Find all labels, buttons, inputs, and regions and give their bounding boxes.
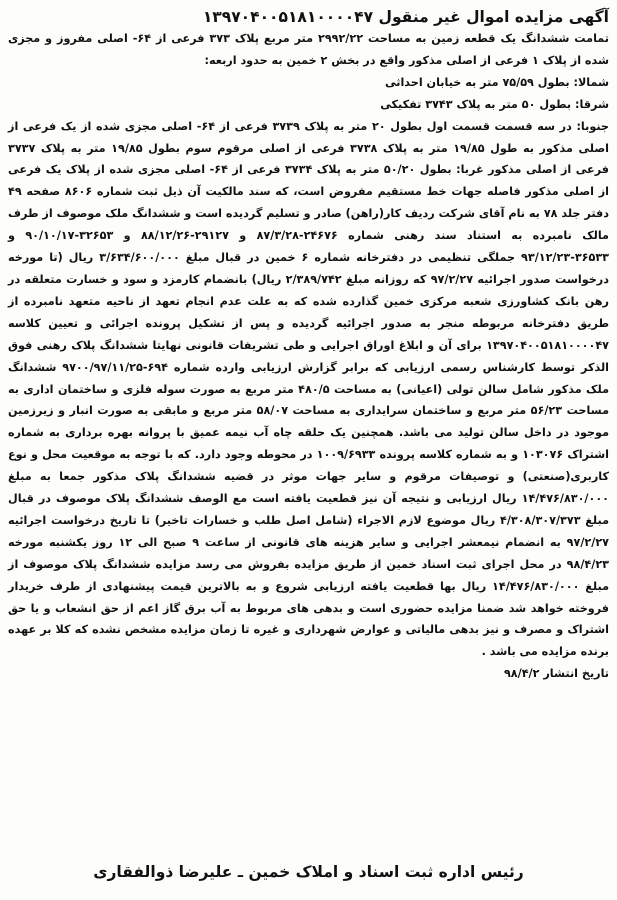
boundary-east: شرقا: بطول ۵۰ متر به پلاک ۳۷۴۳ تفکیکی [380,97,609,111]
signature: رئیس اداره ثبت اسناد و املاک خمین ـ علیرضا ذوالفقاری [93,863,524,881]
boundary-north: شمالا: بطول ۷۵/۵۹ متر به خیابان احداثی [384,75,609,89]
notice-intro: تمامت ششدانگ یک قطعه زمین به مساحت ۲۹۹۲/۲۲ متر مربع پلاک ۳۷۳ فرعی از ۶۴- اصلی مفروز و مجزی شده از پلاک ۱ فرعی از اصلی مذکور واقع در بخش ۲ خمین به حدود اربعه: [8,32,609,67]
publish-date: تاریخ انتشار ۹۸/۴/۲ [503,667,609,681]
notice-title: آگهی مزایده اموال غیر منقول ۱۳۹۷۰۴۰۰۵۱۸۱۰۰۰۰۴۷ [202,8,609,26]
notice-body [8,28,609,663]
notice-main-text: جنوبا: در سه قسمت قسمت اول بطول ۲۰ متر به پلاک ۳۷۳۹ فرعی از ۶۴- اصلی مجزی شده از یک فرعی از اصلی مذکور به طول ۱۹/۸۵ متر به پلاک ۳۷۳۸ فرعی از اصلی مرقوم سوم بطول ۱۹/۸۵ متر به پلاک ۳۷۳۷ فرعی از اصلی مذکور غربا: بطول ۵۰/۲۰ متر به پلاک ۳۷۳۴ فرعی از ۶۴- اصلی مجزی شده از پلاک یک فرعی از اصلی مذکور فاصله جهات خط مستقیم مفروض است، که سند مالکیت آن ذیل ثبت شماره ۸۶۰۶ صفحه ۴۹ دفتر جلد ۷۸ به نام آقای شرکت ردیف کار(راهن) صادر و تسلیم گردیده است و ششدانگ ملک موصوف از طرف مالک نامبرده به استناد سند رهنی شماره ۲۴۶۷۶-۸۷/۳/۲۸ و ۲۹۱۲۷-۸۸/۱۲/۲۶ و ۳۲۶۵۳-۹۰/۱۰/۱۷ و ۳۶۵۳۳-۹۳/۱۲/۲۳ جملگی تنظیمی در دفترخانه شماره ۶ خمین در قبال مبلغ ۳/۶۳۴/۶۰۰/۰۰۰ ریال (تا مورخه درخواست صدور اجرائیه ۹۷/۲/۲۷ که روزانه مبلغ ۲/۳۸۹/۷۴۲ ریال) بانضمام کارمزد و سود و خسارت متعلقه در رهن بانک کشاورزی شعبه مرکزی خمین گذارده شده که به علت عدم انجام تعهد از ناحیه متعهد نامبرده از طریق دفترخانه مربوطه منجر به صدور اجرائیه گردیده و پس از تشکیل پرونده اجرائی و تعیین کلاسه ۱۳۹۷۰۴۰۰۵۱۸۱۰۰۰۰۴۷ برای آن و ابلاغ اوراق اجرایی و طی تشریفات قانونی نهایتا ششدانگ پلاک رهنی فوق الذکر توسط کارشناس رسمی ارزیابی که برابر گزارش ارزیابی وارده شماره ۶۹۴-۹۷۰۰/۹۷/۱۱/۲۵ ششدانگ ملک مذکور شامل سالن تولی (اعیانی) به مساحت ۴۸۰/۵ متر مربع به صورت سوله فلزی و ساختمان اداری به مساحت ۵۶/۲۳ متر مربع و ساختمان سرایداری به مساحت ۵۸/۰۷ متر مربع و مابقی به صورت انبار و زیرزمین موجود در داخل سالن تولید می باشد. همچنین یک حلقه چاه آب نیمه عمیق با پروانه بهره برداری به شماره اشتراک ۱۰۳۰۷۶ و به شماره کلاسه پرونده ۱۰۰۹/۶۹۳۳ در محوطه وجود دارد. که با توجه به موقعیت محل و نوع کاربری(صنعتی) و توصیفات مرقوم و سایر جهات موثر در قضیه ششدانگ پلاک مذکور جمعا به مبلغ ۱۴/۴۷۶/۸۳۰/۰۰۰ ریال ارزیابی و نتیجه آن نیز قطعیت یافته است مع الوصف ششدانگ پلاک موصوف در قبال مبلغ ۴/۳۰۸/۳۰۷/۳۷۳ ریال موضوع لازم الاجراء (شامل اصل طلب و خسارات تاخیر) تا تاریخ درخواست اجرائیه ۹۷/۲/۲۷ به انضمام نیمعشر اجرایی و سایر هزینه های قانونی از ساعت ۹ صبح الی ۱۲ روز یکشنبه مورخه ۹۸/۴/۲۳ در محل اجرای ثبت اسناد خمین از طریق مزایده بفروش می رسد مزایده ششدانگ پلاک موصوف از مبلغ ۱۴/۴۷۶/۸۳۰/۰۰۰ ریال بها قطعیت یافته ارزیابی شروع و به بالاترین قیمت پیشنهادی از طرف خریدار فروخته خواهد شد ضمنا مزایده حضوری است و بدهی های مربوط به آب برق گاز اعم از حق انشعاب و یا حق اشتراک و مصرف و نیز بدهی مالیاتی و عوارض شهرداری و غیره تا زمان مزایده مشخص نشده که کلا بر عهده برنده مزایده می باشد . [8,119,610,659]
